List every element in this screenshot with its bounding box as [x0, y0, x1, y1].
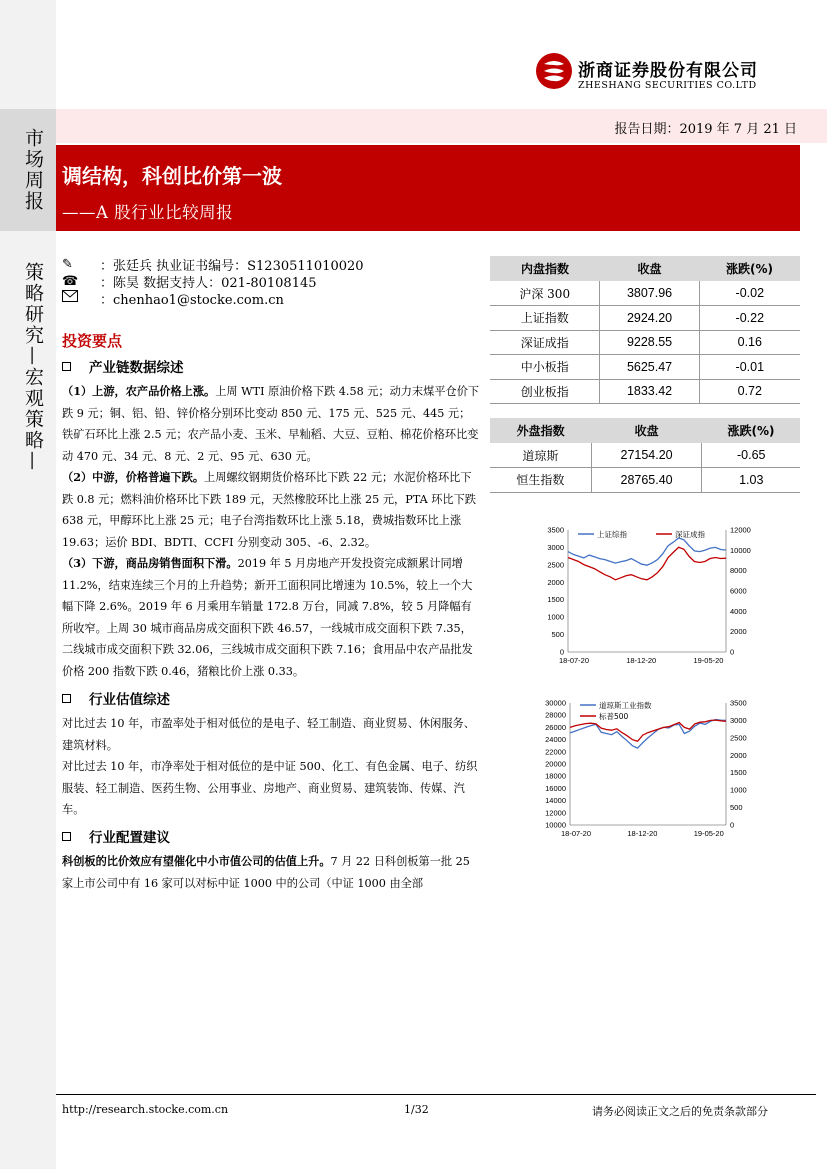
- x-tick-label: 18-07-20: [558, 656, 590, 665]
- legend-label: 上证综指: [597, 530, 627, 539]
- y-right-tick-label: 10000: [730, 545, 751, 555]
- table-row: 上证指数 2924.20 -0.22: [490, 306, 800, 331]
- paragraph: （2）中游，价格普遍下跌。上周螺纹钢期货价格环比下跌 22 元；水泥价格环比下跌 0.8 元；燃料油价格环比下跌 189 元，天然橡胶环比上涨 25 元，PTA 环比下跌 638 元，甲醇环比上涨 25 元；电子台湾指数环比上涨 5.18，费城指数环比上涨 19.63；运价 BDI、BDTI、CCFI 分别变动 305、-6、2.32。: [62, 470, 476, 549]
- y-left-tick-label: 16000: [545, 783, 566, 793]
- table-header: 涨跌(%): [702, 418, 800, 443]
- y-left-tick-label: 0: [559, 647, 564, 657]
- series-line: [568, 547, 726, 580]
- legend-label: 标普500: [599, 712, 629, 721]
- y-right-tick-label: 0: [730, 820, 735, 830]
- checkbox-bullet-icon: [62, 362, 71, 371]
- y-left-tick-label: 12000: [545, 808, 566, 818]
- company-logo: [535, 52, 573, 90]
- paragraph: 科创板的比价效应有望催化中小市值公司的估值上升。7 月 22 日科创板第一批 25 家上市公司中有 16 家可以对标中证 1000 中的公司（中证 1000 由全部: [62, 854, 470, 890]
- y-left-tick-label: 24000: [545, 735, 566, 745]
- section-heading: [62, 688, 170, 708]
- company-name-cn: 浙商证券股份有限公司: [578, 61, 758, 81]
- y-left-tick-label: 18000: [545, 771, 566, 781]
- table-row: 道琼斯 27154.20 -0.65: [490, 443, 800, 468]
- footer-disclaimer: 请务必阅读正文之后的免责条款部分: [592, 1105, 768, 1118]
- paragraph: （3）下游，商品房销售面积下滑。2019 年 5 月房地产开发投资完成额累计同增 11.2%，结束连续三个月的上升趋势；新开工面积同比增速为 10.5%，较上一个大幅下降 2.6%。2019 年 6 月乘用车销量 172.8 万台，同减 7.8%，较 5 月降幅有所收窄。上周 30 城市商品房成交面积下跌 46.57，一线城市成交面积下跌 7.35，二线城市成交面积下跌 32.06，三线城市成交面积下跌 7.16；食用品中农产品批发价格 200 指数下跌 0.46，猪粮比价上涨 0.33。: [62, 556, 473, 678]
- y-left-tick-label: 3000: [547, 542, 564, 552]
- y-right-tick-label: 2000: [730, 627, 747, 637]
- table-row: 沪深 300 3807.96 -0.02: [490, 281, 800, 306]
- author-email: ：chenhao1@stocke.com.cn: [100, 292, 284, 308]
- y-right-tick-label: 4000: [730, 606, 747, 616]
- y-right-tick-label: 3000: [730, 715, 747, 725]
- company-name-en: ZHESHANG SECURITIES CO.LTD: [578, 80, 757, 91]
- y-left-tick-label: 20000: [545, 759, 566, 769]
- y-left-tick-label: 2500: [547, 560, 564, 570]
- paragraph: 对比过去 10 年，市盈率处于相对低位的是电子、轻工制造、商业贸易、休闲服务、建筑材料。: [62, 717, 475, 752]
- y-left-tick-label: 1500: [547, 595, 564, 605]
- section-heading-text: 产业链数据综述: [89, 360, 184, 376]
- page-number: 1/32: [404, 1103, 429, 1116]
- y-right-tick-label: 2500: [730, 733, 747, 743]
- table-row: 恒生指数 28765.40 1.03: [490, 468, 800, 493]
- table-header: 涨跌(%): [699, 256, 800, 281]
- author-row: [62, 273, 317, 289]
- y-left-tick-label: 500: [551, 630, 564, 640]
- report-type-label: 市场周报: [22, 128, 44, 212]
- report-date: 报告日期：2019 年 7 月 21 日: [614, 122, 797, 137]
- table-header: 收盘: [600, 256, 699, 281]
- footer-url: http://research.stocke.com.cn: [62, 1103, 229, 1116]
- y-left-tick-label: 28000: [545, 710, 566, 720]
- x-tick-label: 19-05-20: [693, 656, 724, 665]
- y-right-tick-label: 3500: [730, 698, 747, 708]
- table-row: 深证成指 9228.55 0.16: [490, 330, 800, 355]
- table-row: 创业板指 1833.42 0.72: [490, 379, 800, 404]
- x-tick-label: 19-05-20: [693, 829, 724, 838]
- footer-divider: [56, 1094, 816, 1095]
- author-text: ：陈昊 数据支持人：021-80108145: [100, 275, 317, 291]
- domestic-index-table: [490, 256, 800, 404]
- y-left-tick-label: 26000: [545, 722, 566, 732]
- page-subtitle: ——A 股行业比较周报: [62, 203, 234, 222]
- checkbox-bullet-icon: [62, 694, 71, 703]
- key-points-title: 投资要点: [62, 332, 123, 350]
- foreign-index-chart: [530, 693, 770, 838]
- y-left-tick-label: 22000: [545, 747, 566, 757]
- y-left-tick-label: 30000: [545, 698, 566, 708]
- y-left-tick-label: 3500: [547, 525, 564, 535]
- paragraph: （1）上游，农产品价格上涨。上周 WTI 原油价格下跌 4.58 元；动力末煤平仓价下跌 9 元；铜、铝、铅、锌价格分别环比变动 850 元、175 元、525 元、445 元；铁矿石环比上涨 2.5 元；农产品小麦、玉米、早籼稻、大豆、豆粕、棉花价格环比变动 470 元、34 元、8 元、2 元、95 元、630 元。: [62, 384, 480, 463]
- phone-icon: ☎: [62, 273, 79, 289]
- y-right-tick-label: 12000: [730, 525, 751, 535]
- author-row: [62, 290, 284, 306]
- section-heading-text: 行业配置建议: [89, 830, 170, 846]
- legend-label: 道琼斯工业指数: [599, 701, 652, 710]
- y-right-tick-label: 2000: [730, 750, 747, 760]
- y-left-tick-label: 10000: [545, 820, 566, 830]
- y-right-tick-label: 1500: [730, 768, 747, 778]
- x-tick-label: 18-07-20: [560, 829, 592, 838]
- section-heading: [62, 826, 170, 846]
- page-title: 调结构，科创比价第一波: [62, 164, 282, 188]
- section-label: 策略研究—宏观策略—: [22, 262, 44, 472]
- table-header: 外盘指数: [490, 418, 591, 443]
- y-right-tick-label: 8000: [730, 566, 747, 576]
- x-tick-label: 18-12-20: [627, 829, 658, 838]
- legend-label: 深证成指: [675, 530, 705, 539]
- pen-icon: ✎: [62, 256, 73, 272]
- section-heading: [62, 356, 184, 376]
- series-line: [568, 538, 726, 565]
- foreign-index-table: [490, 418, 800, 493]
- y-left-tick-label: 1000: [547, 612, 564, 622]
- checkbox-bullet-icon: [62, 832, 71, 841]
- author-text: ：张廷兵 执业证书编号：S1230511010020: [100, 258, 364, 274]
- table-header: 内盘指数: [490, 256, 600, 281]
- mail-icon: [62, 290, 84, 306]
- y-right-tick-label: 6000: [730, 586, 747, 596]
- y-left-tick-label: 2000: [547, 577, 564, 587]
- y-right-tick-label: 0: [730, 647, 735, 657]
- section-heading-text: 行业估值综述: [89, 692, 170, 708]
- paragraph: 对比过去 10 年，市净率处于相对低位的是中证 500、化工、有色金属、电子、纺织服装、轻工制造、医药生物、公用事业、房地产、商业贸易、建筑装饰、传媒、汽车。: [62, 760, 478, 816]
- x-tick-label: 18-12-20: [626, 656, 657, 665]
- table-header: 收盘: [591, 418, 702, 443]
- y-right-tick-label: 1000: [730, 785, 747, 795]
- y-left-tick-label: 14000: [545, 796, 566, 806]
- domestic-index-chart: [530, 520, 770, 670]
- author-row: [62, 256, 364, 272]
- table-row: 中小板指 5625.47 -0.01: [490, 355, 800, 380]
- y-right-tick-label: 500: [730, 803, 743, 813]
